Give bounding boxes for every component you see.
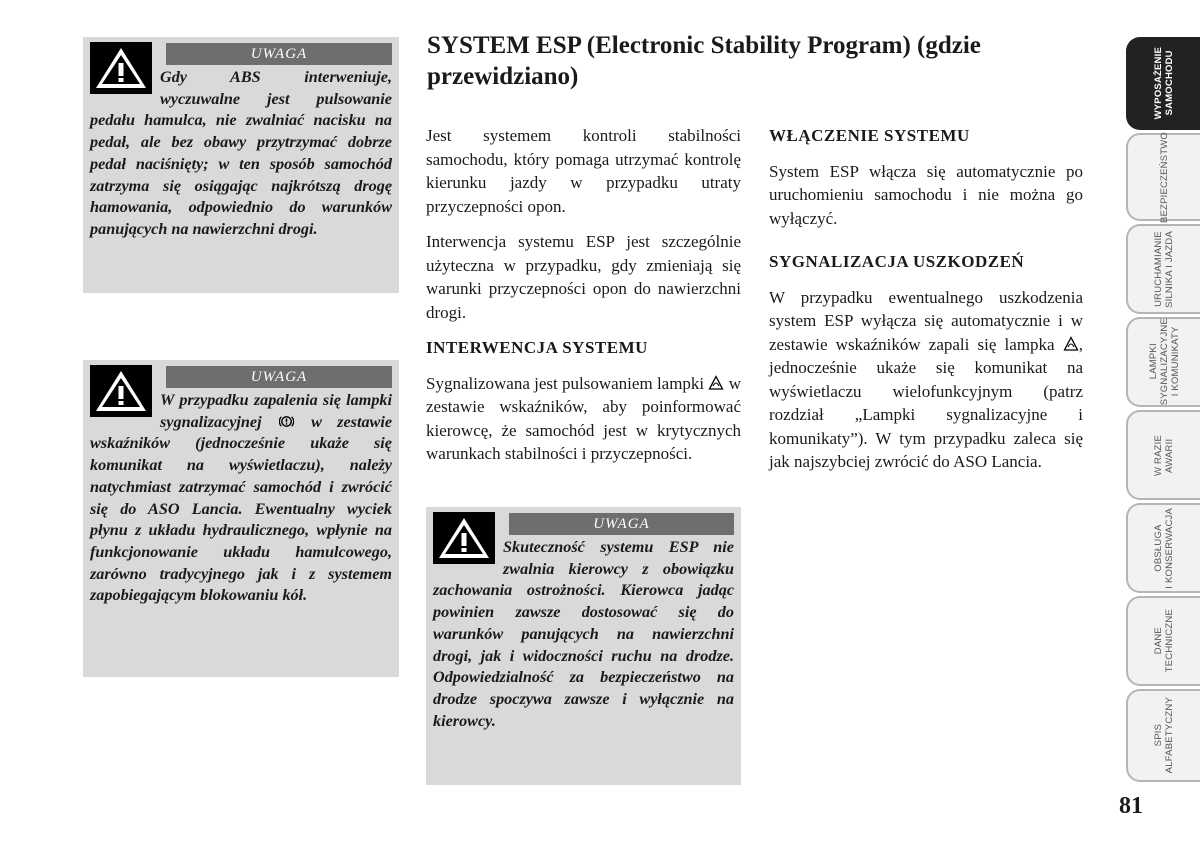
warning-text: W przypadku zapalenia się lampki sygnalizacyjnej w zestawie wskaźników (jednocześnie ukaże się komunikat na wyświetlaczu), należy natychmiast zatrzymać samochód i zwrócić się do ASO Lancia. Ewentualny wyciek płynu z układu hydraulicznego, wpłynie na funkcjonowanie układu hamulcowego, zarówno tradycyjnego jak i z systemem zapobiegającym blokowaniu kół. xyxy=(90,391,393,605)
page-number: 81 xyxy=(1119,793,1143,819)
warning-text: Gdy ABS interweniuje, wyczuwalne jest pulsowanie pedału hamulca, nie zwalniać nacisku na pedał, ale bez obawy przytrzymać dobrze pedał naciśnięty; w ten sposób samochód zatrzyma się osiągając najkrótszą drogę hamowania, odpowiednio do warunków panujących na nawierzchni drogi. xyxy=(90,68,392,238)
tab-bezpieczenstwo[interactable]: BEZPIECZEŃSTWO xyxy=(1126,133,1200,221)
tab-lampki[interactable]: LAMPKI SYGNALIZACYJNE I KOMUNIKATY xyxy=(1126,317,1200,407)
tab-uruchamianie[interactable]: URUCHAMIANIE SILNIKA I JAZDA xyxy=(1126,224,1200,314)
warning-box-abs xyxy=(83,37,399,293)
tab-spis-alfabetyczny[interactable]: SPIS ALFABETYCZNY xyxy=(1126,689,1200,782)
tab-w-razie-awarii[interactable]: W RAZIE AWARII xyxy=(1126,410,1200,500)
page-title: SYSTEM ESP (Electronic Stability Program) (gdzie przewidziano) xyxy=(427,32,981,90)
tab-dane-techniczne[interactable]: DANE TECHNICZNE xyxy=(1126,596,1200,686)
paragraph: W przypadku ewentualnego uszkodzenia system ESP wyłącza się automatycznie i w zestawie wskaźników zapali się lampka , jednocześnie ukaże się komunikat na wyświetlaczu wielofunkcyjnym (patrz rozdział „Lampki sygnalizacyjne i komunikaty”). W tym przypadku zaleca się jak najszybciej zwrócić do ASO Lancia. xyxy=(769,287,1084,471)
warning-text: Skuteczność systemu ESP nie zwalnia kierowcy z obowiązku zachowania ostrożności. Kierowca jadąc powinien zawsze dostosować się do warunków panujących na nawierzchni drogi, jak i widoczności ruchu na drodze. Odpowiedzialność za bezpieczeństwo na drodze spoczywa zawsze i wyłącznie na kierowcy. xyxy=(433,538,734,730)
tab-obsluga[interactable]: OBSŁUGA I KONSERWACJA xyxy=(1126,503,1200,593)
warning-box-esp xyxy=(426,507,741,785)
warning-triangle-icon xyxy=(90,365,152,417)
warning-label: UWAGA xyxy=(166,43,392,65)
brake-warning-icon xyxy=(279,414,294,429)
middle-column xyxy=(426,124,741,478)
esp-icon xyxy=(1063,336,1079,352)
section-heading: INTERWENCJA SYSTEMU xyxy=(426,338,648,357)
warning-label: UWAGA xyxy=(509,513,734,535)
tab-wyposazenie[interactable]: WYPOSAŻENIE SAMOCHODU xyxy=(1126,37,1200,130)
paragraph: Jest systemem kontroli stabilności samochodu, który pomaga utrzymać kontrolę kierunku jazdy w przypadku utraty przyczepności opon. xyxy=(426,126,741,216)
warning-label: UWAGA xyxy=(166,366,392,388)
esp-icon xyxy=(708,375,724,391)
warning-triangle-icon xyxy=(90,42,152,94)
paragraph: Sygnalizowana jest pulsowaniem lampki w zestawie wskaźników, aby poinformować kierowcę, że samochód jest w krytycznych warunkach stabilności i przyczepności. xyxy=(426,373,742,463)
paragraph: Interwencja systemu ESP jest szczególnie użyteczna w przypadku, gdy zmieniają się warunki przyczepności opon do nawierzchni drogi. xyxy=(426,232,741,322)
warning-triangle-icon xyxy=(433,512,495,564)
section-heading: SYGNALIZACJA USZKODZEŃ xyxy=(769,252,1025,271)
right-column xyxy=(769,124,1083,486)
paragraph: System ESP włącza się automatycznie po uruchomieniu samochodu i nie można go wyłączyć. xyxy=(769,161,1083,228)
warning-box-brake-fluid xyxy=(83,360,399,677)
section-heading: WŁĄCZENIE SYSTEMU xyxy=(769,126,970,145)
